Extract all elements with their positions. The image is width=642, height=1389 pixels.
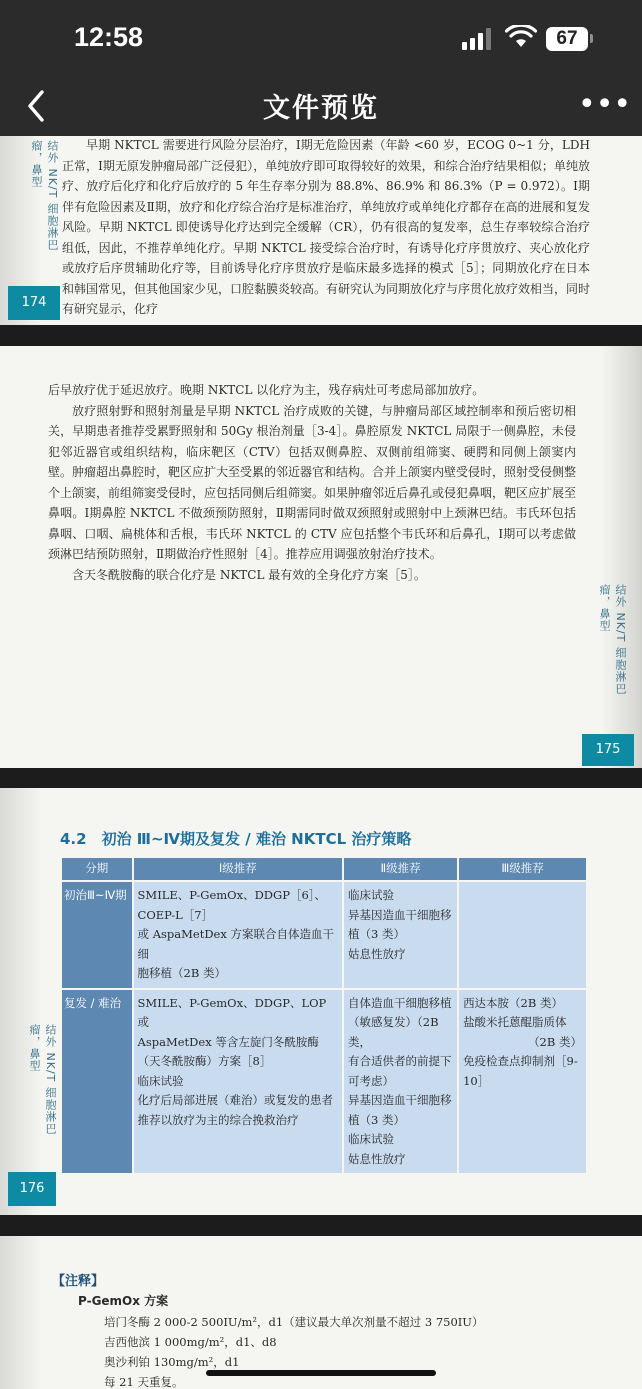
stage-cell: 初治Ⅲ~Ⅳ期 [62,882,132,988]
body-paragraph: 放疗照射野和照射剂量是早期 NKTCL 治疗成败的关键，与肿瘤局部区域控制率和预后密切相关，早期患者推荐受累野照射和 50Gy 根治剂量［3-4］。鼻腔原发 NKTCL 局限于一侧鼻腔，未侵犯邻近器官或组织结构，临床靶区（CTV）包括双侧鼻腔、双侧前组筛窦、硬腭和同侧上颌窦内壁。肿瘤超出鼻腔时，靶区应扩大至受累的邻近器官和结构。合并上颌窦内壁受侵时，照射受侵侧整个上颌窦，前组筛窦受侵时，应包括同侧后组筛窦。如果肿瘤邻近后鼻孔或侵犯鼻咽，靶区应扩展至鼻咽。Ⅰ期鼻腔 NKTCL 不做颈预防照射，Ⅱ期需同时做双颈照射或照射中上颈淋巴结。韦氏环包括鼻咽、口咽、扁桃体和舌根，韦氏环 NKTCL 的 CTV 应包括整个韦氏环和后鼻孔，Ⅰ期可以考虑做颈淋巴结预防照射，Ⅱ期做治疗性照射［4］。推荐应用调强放射治疗技术。 [48,403,577,561]
regimen-title: P-GemOx 方案 [78,1294,169,1308]
page-number: 175 [582,734,634,766]
document-page-175 [0,346,642,768]
table-row [62,882,586,988]
cellular-signal-icon [462,28,492,50]
table-header: Ⅱ级推荐 [344,858,457,880]
body-paragraph: 后早放疗优于延迟放疗。晚期 NKTCL 以化疗为主，残存病灶可考虑局部加放疗。 [48,383,485,397]
level1-cell: SMILE、P-GemOx、DDGP［6］、COEP-L［7］ 或 AspaMetDex 方案联合自体造血干细 胞移植（2B 类） [134,882,343,988]
battery-icon: 67 [546,27,588,51]
status-bar [0,0,642,78]
body-paragraph: 含天冬酰胺酶的联合化疗是 NKTCL 最有效的全身化疗方案［5］。 [72,567,426,582]
side-tab: 结外 NK/T 细胞淋巴瘤，鼻型 [30,140,59,251]
side-tab: 结外 NK/T 细胞淋巴瘤，鼻型 [28,1024,57,1135]
list-item: 每 21 天重复。 [104,1375,184,1389]
status-time: 12:58 [74,22,144,52]
notes-title: 【注释】 [52,1274,105,1289]
document-page-174 [0,136,642,325]
level3-cell [459,882,586,988]
list-item: 培门冬酶 2 000-2 500IU/m²，d1（建议最大单次剂量不超过 3 750IU） [104,1315,484,1329]
wifi-icon [505,25,537,49]
level2-cell: 自体造血干细胞移植 （敏感复发）（2B 类， 有合适供者的前提下 可考虑） 异基因造血干细胞移 植（3 类） 临床试验 姑息性放疗 [344,990,457,1174]
table-row [62,990,586,1174]
home-indicator[interactable] [206,1370,436,1376]
list-item: 奥沙利铂 130mg/m²，d1 [104,1355,240,1369]
side-tab: 结外 NK/T 细胞淋巴瘤，鼻型 [598,584,627,695]
page-number: 176 [8,1172,56,1206]
level2-cell: 临床试验 异基因造血干细胞移 植（3 类） 姑息性放疗 [344,882,457,988]
level3-cell: 西达本胺（2B 类） 盐酸米托蒽醌脂质体 （2B 类） 免疫检查点抑制剂［9-10］ [459,990,586,1174]
body-text-block [48,380,576,585]
regimen-lines [104,1312,484,1389]
table-header: Ⅲ级推荐 [459,858,586,880]
table-header: Ⅰ级推荐 [134,858,343,880]
document-page-176 [0,788,642,1215]
battery-nub [590,34,593,43]
body-paragraph: 早期 NKTCL 需要进行风险分层治疗，Ⅰ期无危险因素（年龄 <60 岁，ECOG 0~1 分，LDH 正常，Ⅰ期无原发肿瘤局部广泛侵犯），单纯放疗即可取得较好的效果，和综合治疗结果相似；单纯放疗、放疗后化疗和化疗后放疗的 5 年生存率分别为 88.8%、86.9% 和 86.3%（P = 0.972）。Ⅰ期伴有危险因素及Ⅱ期，放疗和化疗综合治疗是标准治疗，单纯放疗或单纯化疗都存在高的进展和复发风险。早期 NKTCL 即使诱导化疗达到完全缓解（CR），仍有很高的复发率，总生存率较综合治疗组低，因此，不推荐单纯化疗。早期 NKTCL 接受综合治疗时，有诱导化疗序贯放疗、夹心放化疗或放疗后序贯辅助化疗等，目前诱导化疗序贯放疗是临床最多选择的模式［5］；同期放化疗在日本和韩国常见，但其他国家少见，口腔黏膜炎较高。有研究认为同期放化疗与序贯化放疗效相当，同时有研究显示，化疗 [62,138,591,316]
stage-cell: 复发 / 难治 [62,990,132,1174]
list-item: 吉西他滨 1 000mg/m²，d1、d8 [104,1335,277,1349]
table-header: 分期 [62,858,132,880]
level1-cell: SMILE、P-GemOx、DDGP、LOP 或 AspaMetDex 等含左旋门冬酰胺酶 （天冬酰胺酶）方案［8］ 临床试验 化疗后局部进展（难治）或复发的患者 推荐以放疗为主的综合挽救治疗 [134,990,343,1174]
nav-bar [0,78,642,136]
table-header-row [62,858,586,880]
section-title: 4.2 初治 Ⅲ~Ⅳ期及复发 / 难治 NKTCL 治疗策略 [60,830,412,848]
treatment-strategy-table [60,856,588,1175]
document-page-notes [0,1236,642,1389]
page-title: 文件预览 [263,93,379,124]
page-number: 174 [8,286,60,320]
more-options-icon[interactable]: ••• [578,87,632,122]
